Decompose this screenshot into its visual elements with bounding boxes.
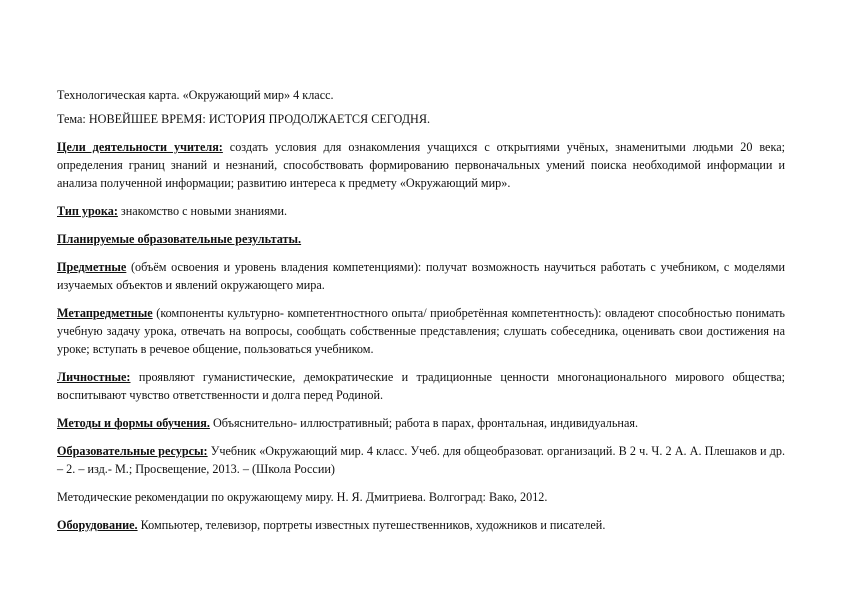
- planned-results-heading: [57, 230, 785, 248]
- methodical-text: Методические рекомендации по окружающему миру. Н. Я. Дмитриева. Волгоград: Вако, 2012.: [57, 490, 548, 504]
- personal-results-text: проявляют гуманистические, демократические и традиционные ценности многонационального мирового общества; воспитывают чувство ответственности и долга перед Родиной.: [57, 370, 785, 402]
- resources-text: Учебник «Окружающий мир. 4 класс. Учеб. для общеобразоват. организаций. В 2 ч. Ч. 2 А. А. Плешаков и др. – 2. – изд.- М.; Просвещение, 2013. – (Школа России): [57, 444, 785, 476]
- methods-text: Объяснительно- иллюстративный; работа в парах, фронтальная, индивидуальная.: [209, 416, 639, 430]
- subject-results-label: Предметные: [57, 260, 127, 274]
- resources-label: Образовательные ресурсы:: [57, 444, 208, 458]
- methods-paragraph: [57, 414, 785, 432]
- resources-paragraph: [57, 442, 785, 478]
- methodical-paragraph: [57, 488, 785, 506]
- planned-results-label: Планируемые образовательные результаты.: [57, 232, 302, 246]
- lesson-type-label: Тип урока:: [57, 204, 118, 218]
- meta-results-paragraph: [57, 304, 785, 358]
- meta-results-label: Метапредметные: [57, 306, 153, 320]
- goals-paragraph: [57, 138, 785, 192]
- personal-results-label: Личностные:: [57, 370, 131, 384]
- equipment-paragraph: [57, 516, 785, 534]
- personal-results-paragraph: [57, 368, 785, 404]
- lesson-type-text: знакомство с новыми знаниями.: [117, 204, 288, 218]
- methods-label: Методы и формы обучения.: [57, 416, 210, 430]
- doc-heading-text: Технологическая карта. «Окружающий мир» 4 класс.: [57, 88, 334, 102]
- subject-results-text: (объём освоения и уровень владения компетенциями): получат возможность научиться работать с учебником, с моделями изучаемых объектов и явлений окружающего мира.: [57, 260, 785, 292]
- subject-results-paragraph: [57, 258, 785, 294]
- document-body: [57, 86, 785, 534]
- goals-text: создать условия для ознакомления учащихся с открытиями учёных, знаменитыми людьми 20 века; определения границ знаний и незнаний, способствовать формированию первоначальных умений поиска необходимой информации и анализа полученной информации; развитию интереса к предмету «Окружающий мир».: [57, 140, 785, 190]
- topic-line: [57, 110, 785, 128]
- equipment-label: Оборудование.: [57, 518, 138, 532]
- lesson-type-paragraph: [57, 202, 785, 220]
- meta-results-text: (компоненты культурно- компетентностного опыта/ приобретённая компетентность): овладеют способностью понимать учебную задачу урока, отвечать на вопросы, сообщать собственные представления; слушать собеседника, оценивать свои достижения на уроке; вступать в речевое общение, пользоваться учебником.: [57, 306, 785, 356]
- topic-text: Тема: НОВЕЙШЕЕ ВРЕМЯ: ИСТОРИЯ ПРОДОЛЖАЕТСЯ СЕГОДНЯ.: [57, 112, 431, 126]
- equipment-text: Компьютер, телевизор, портреты известных путешественников, художников и писателей.: [137, 518, 606, 532]
- doc-heading: [57, 86, 785, 104]
- goals-label: Цели деятельности учителя:: [57, 140, 223, 154]
